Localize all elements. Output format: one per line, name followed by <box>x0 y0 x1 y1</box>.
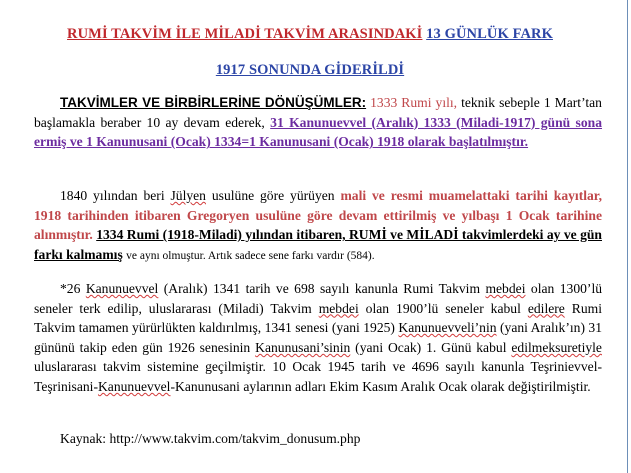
para3-edilmeksuretiyle: edilmeksuretiyle <box>511 339 602 355</box>
para2-red-bold: mali ve resmi muamelattaki tarihi kayıtlar, 1918 tarihinden itibaren Gregoryen usulüne göre devam ettirilmiş ve yılbaşı 1 Ocak tarihine alınmıştır. <box>34 188 602 243</box>
para3-mebdei: mebdei <box>485 281 526 296</box>
para2-julyen: Jülyen <box>170 188 206 203</box>
title-blue-part: 13 GÜNLÜK FARK <box>426 26 553 42</box>
para3-text-b: (Aralık) 1341 tarih ve 698 sayılı kanunla Rumi Takvim <box>163 281 481 296</box>
para3-mebdei2: mebdei <box>318 300 359 316</box>
para3-text-d: olan 1900’lü seneler kabul <box>365 300 521 316</box>
para3-kanunuevvel2: Kanunuevvel <box>97 378 171 394</box>
source-url[interactable]: http://www.takvim.com/takvim_donusum.php <box>109 431 361 446</box>
para3-kanunusanisinin: Kanunusani’sinin <box>255 339 351 355</box>
para2-bold-underline: 1334 Rumi (1918-Miladi) yılından itibaren, RUMİ ve MİLADİ takvimlerdeki ay ve gün farkı kalmamış <box>34 227 602 262</box>
rumi-year-text: 1333 Rumi yılı, <box>370 95 458 110</box>
page-edge-border <box>627 0 628 473</box>
para2-small-text: ve aynı olmuştur. Artık sadece sene farkı vardır (584). <box>126 249 375 262</box>
para3-text-h: uluslararası takvim sistemine geçilmiştir. 10 Ocak 1945 tarih ve 4696 sayılı kanunla Teşrinievvel-Teşrinisani- <box>34 359 602 394</box>
para1-purple-text: 31 Kanunuevvel (Aralık) 1333 (Miladi-1917) günü sona ermiş ve 1 Kanunusani (Ocak) 1334=1 Kanunusani (Ocak) 1918 olarak başlatılmıştır. <box>34 114 603 150</box>
para3-kanunuevveli: Kanunuevveli’nin <box>398 320 497 336</box>
para3-edilere: edilere <box>527 300 565 316</box>
para2-text2: usulüne göre yürüyen <box>211 188 335 203</box>
para1-text: teknik sebeple 1 Mart’tan başlamakla beraber 10 ay devam ederek, <box>34 95 602 130</box>
paragraph-calendar-change <box>34 186 602 266</box>
para3-text-i: -Kanunusani aylarının adları Ekim Kasım Aralık Ocak olarak değiştirilmiştir. <box>170 378 591 394</box>
source-label: Kaynak: <box>60 431 107 446</box>
para3-text-g: (yani Ocak) 1. Günü kabul <box>355 339 507 355</box>
title-line2-text: 1917 SONUNDA GİDERİLDİ <box>215 62 405 78</box>
para3-text-e: Rumi Takvim tamamen yürürlükten kaldırılmış, 1341 senesi (yani 1925) <box>34 300 602 336</box>
para3-kanunuevvel: Kanunuevvel <box>85 281 159 296</box>
paragraph-conversions <box>34 93 602 152</box>
para2-text1: 1840 yılından beri <box>60 188 165 203</box>
title-red-part: RUMİ TAKVİM İLE MİLADİ TAKVİM ARASINDAKİ <box>67 26 423 42</box>
para3-text-f: (yani Aralık’ın) 31 gününü takip eden gün 1926 senesinin <box>34 320 602 355</box>
paragraph-law-note <box>34 279 602 397</box>
para3-text-c: olan 1300’lü seneler terk edilip, uluslararası (Miladi) Takvim <box>34 281 603 316</box>
document-title-line2 <box>0 62 620 79</box>
para3-text-a: *26 <box>60 281 81 296</box>
section-heading: TAKVİMLER VE BİRBİRLERİNE DÖNÜŞÜMLER: <box>60 95 367 110</box>
document-title-line1 <box>0 26 620 43</box>
source-line <box>34 429 602 449</box>
